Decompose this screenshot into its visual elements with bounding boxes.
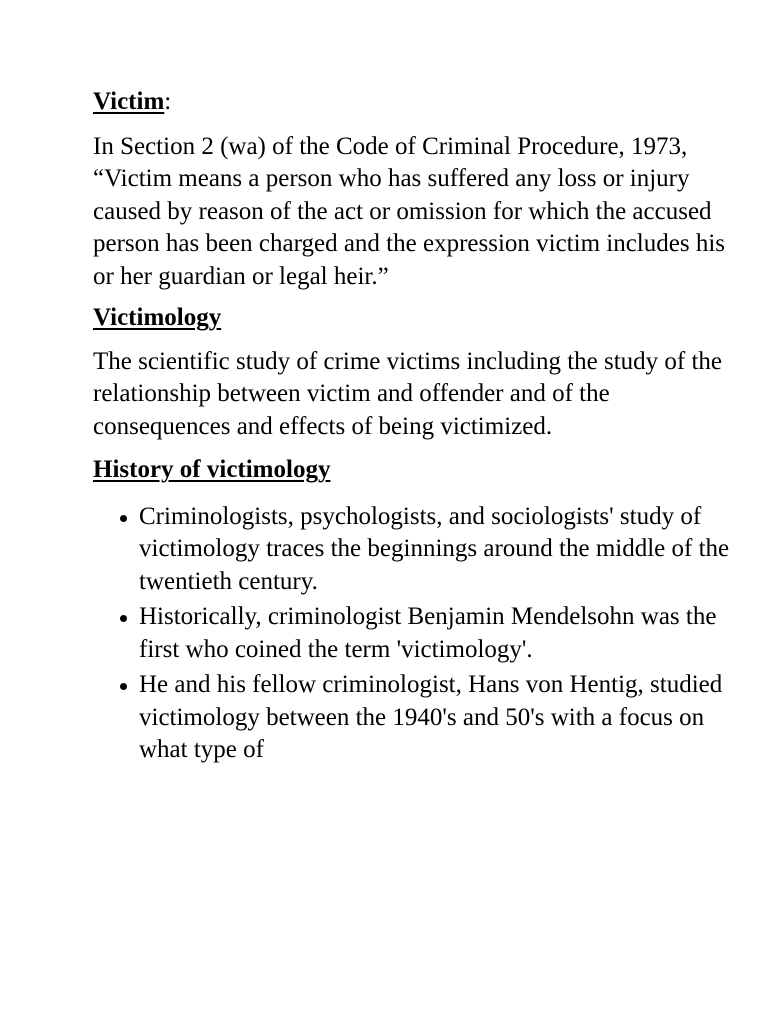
victim-heading: Victim xyxy=(93,88,165,115)
bullet-icon xyxy=(120,615,127,622)
bullet-icon xyxy=(120,515,127,522)
document-page xyxy=(93,86,733,770)
list-item-text: Criminologists, psychologists, and sociologists' study of victimology traces the beginnings around the middle of the twentieth century. xyxy=(139,502,730,595)
victimology-heading: Victimology xyxy=(93,304,222,331)
history-heading-line xyxy=(93,454,733,487)
victimology-heading-line xyxy=(93,302,733,335)
victim-heading-colon: : xyxy=(164,88,172,115)
list-item xyxy=(93,601,733,666)
victim-definition: In Section 2 (wa) of the Code of Criminal Procedure, 1973, “Victim means a person who has suffered any loss or injury caused by reason of the act or omission for which the accused person has been charged and the expression victim includes his or her guardian or legal heir.” xyxy=(93,132,726,290)
list-item-text: He and his fellow criminologist, Hans von Hentig, studied victimology between the 1940's and 50's with a focus on what type of xyxy=(139,671,723,763)
bullet-icon xyxy=(120,683,127,690)
list-item xyxy=(93,669,733,767)
history-heading: History of victimology xyxy=(93,456,331,483)
victimology-definition: The scientific study of crime victims including the study of the relationship between victim and offender and of the consequences and effects of being victimized. xyxy=(93,347,723,440)
list-item-text: Historically, criminologist Benjamin Mendelsohn was the first who coined the term 'victimology'. xyxy=(139,603,717,663)
list-item xyxy=(93,501,733,599)
history-bullet-list xyxy=(93,501,733,767)
victim-heading-line xyxy=(93,86,733,119)
